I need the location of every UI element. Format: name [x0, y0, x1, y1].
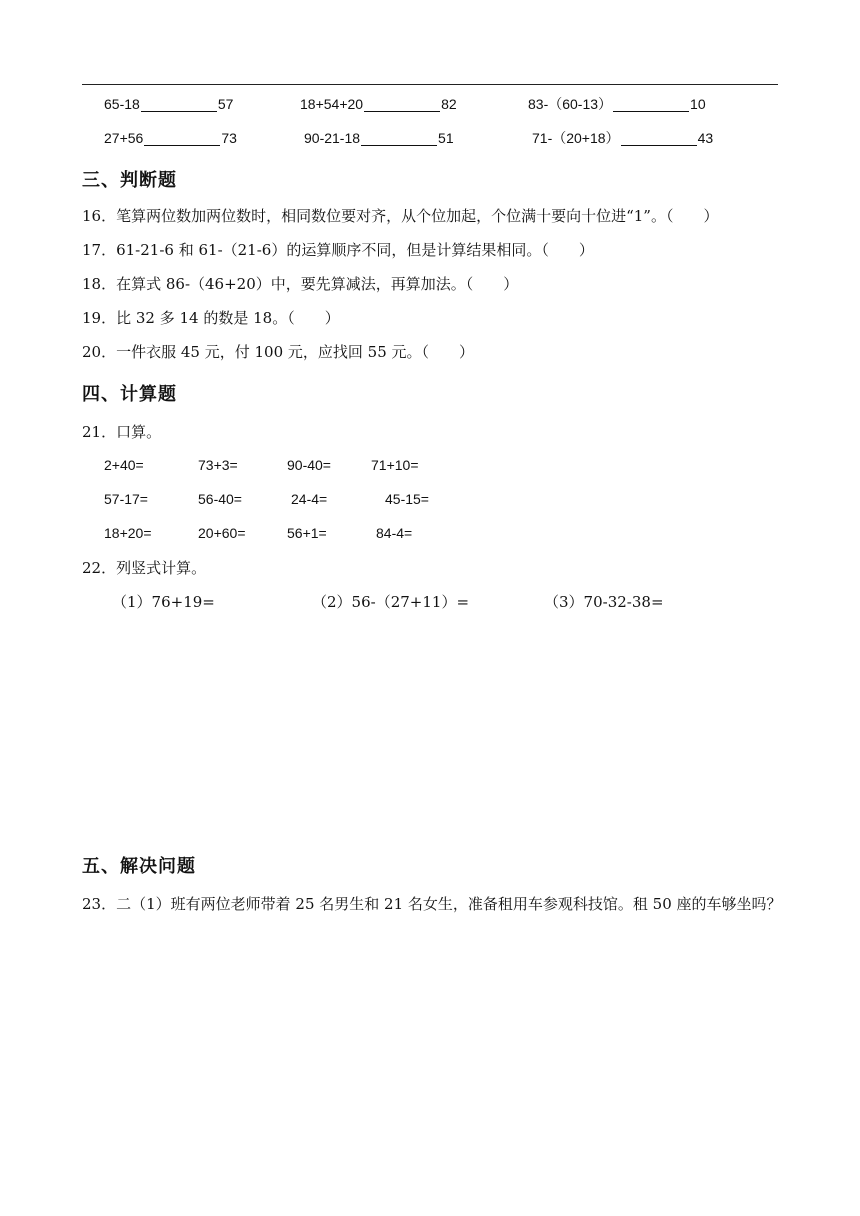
- mental-calc-item: 90-40=: [287, 457, 331, 473]
- compare-right: 51: [438, 130, 454, 146]
- compare-right: 73: [221, 130, 237, 146]
- vertical-calc-item: （1）76+19=: [112, 593, 215, 611]
- answer-blank[interactable]: [621, 131, 697, 146]
- answer-blank[interactable]: [364, 97, 440, 112]
- judge-item: 16．笔算两位数加两位数时，相同数位要对齐，从个位加起，个位满十要向十位进“1”。（ ）: [82, 207, 719, 225]
- judge-item: 20．一件衣服 45 元，付 100 元，应找回 55 元。（ ）: [82, 343, 475, 361]
- compare-right: 82: [441, 96, 457, 112]
- compare-left: 71-（20+18）: [532, 130, 620, 146]
- vertical-calc-item: （2）56-（27+11）=: [312, 593, 470, 611]
- judge-item: 17．61-21-6 和 61-（21-6）的运算顺序不同，但是计算结果相同。（ ）: [82, 241, 594, 259]
- compare-item: [104, 129, 237, 147]
- mental-calc-item: 57-17=: [104, 491, 148, 507]
- compare-item: [104, 95, 233, 113]
- answer-blank[interactable]: [613, 97, 689, 112]
- compare-left: 83-（60-13）: [528, 96, 613, 112]
- top-rule: [82, 84, 778, 85]
- vertical-calc-item: （3）70-32-38=: [544, 593, 664, 611]
- mental-calc-item: 71+10=: [371, 457, 419, 473]
- mental-calc-item: 56+1=: [287, 525, 327, 541]
- mental-calc-item: 24-4=: [291, 491, 328, 507]
- compare-left: 18+54+20: [300, 96, 364, 112]
- q21-title: 21．口算。: [82, 423, 162, 441]
- q23-text: 23．二（1）班有两位老师带着 25 名男生和 21 名女生，准备租用车参观科技馆。租 50 座的车够坐吗？: [82, 895, 782, 913]
- compare-left: 27+56: [104, 130, 144, 146]
- compare-right: 57: [217, 96, 234, 112]
- compare-item: [528, 95, 706, 113]
- answer-blank[interactable]: [144, 131, 220, 146]
- compare-left: 90-21-18: [304, 130, 361, 146]
- judge-item: 18．在算式 86-（46+20）中，要先算减法，再算加法。（ ）: [82, 275, 519, 293]
- compare-item: [304, 129, 454, 147]
- compare-right: 10: [690, 96, 706, 112]
- mental-calc-item: 45-15=: [385, 491, 429, 507]
- compare-item: [532, 129, 713, 147]
- mental-calc-item: 56-40=: [198, 491, 242, 507]
- compare-right: 43: [697, 130, 714, 146]
- section-title-calc: 四、计算题: [82, 384, 177, 405]
- answer-blank[interactable]: [141, 97, 217, 112]
- mental-calc-item: 18+20=: [104, 525, 152, 541]
- compare-left: 65-18: [104, 96, 140, 112]
- mental-calc-item: 84-4=: [376, 525, 413, 541]
- section-title-judge: 三、判断题: [82, 170, 177, 191]
- mental-calc-item: 2+40=: [104, 457, 144, 473]
- mental-calc-item: 20+60=: [198, 525, 246, 541]
- judge-item: 19．比 32 多 14 的数是 18。（ ）: [82, 309, 340, 327]
- section-title-solve: 五、解决问题: [82, 856, 196, 877]
- compare-item: [300, 95, 457, 113]
- answer-blank[interactable]: [361, 131, 437, 146]
- mental-calc-item: 73+3=: [198, 457, 238, 473]
- q22-title: 22．列竖式计算。: [82, 559, 207, 577]
